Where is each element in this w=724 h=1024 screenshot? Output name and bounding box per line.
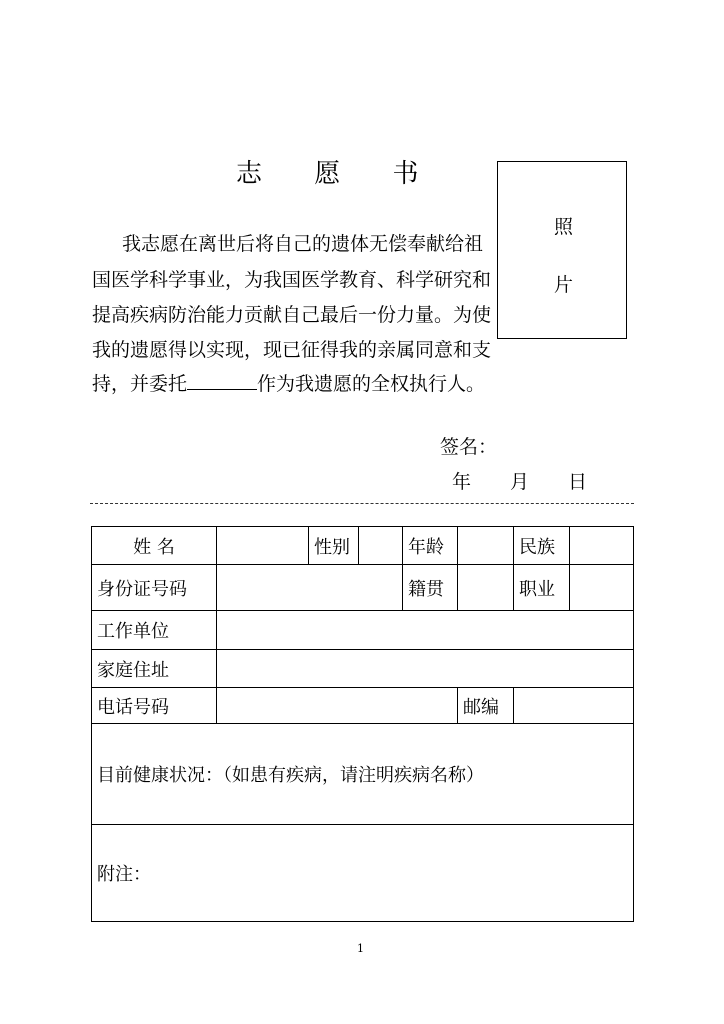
page-number: 1 xyxy=(357,942,364,955)
occupation-field[interactable] xyxy=(570,565,634,611)
date-year: 年 xyxy=(452,471,472,493)
age-field[interactable] xyxy=(458,527,514,565)
photo-label-1: 照 xyxy=(554,216,574,238)
date-day: 日 xyxy=(568,471,588,493)
ethnicity-label: 民族 xyxy=(514,527,570,565)
registration-form xyxy=(91,526,634,922)
paragraph-line-5 xyxy=(92,369,485,396)
photo-label-2: 片 xyxy=(554,274,574,296)
paragraph-line-3: 提高疾病防治能力贡献自己最后一份力量。为使 xyxy=(92,304,492,326)
native-place-field[interactable] xyxy=(458,565,514,611)
occupation-label: 职业 xyxy=(514,565,570,611)
gender-field[interactable] xyxy=(359,527,403,565)
workplace-label: 工作单位 xyxy=(92,611,217,650)
id-number-field[interactable] xyxy=(217,565,403,611)
paragraph-line-5-start: 持，并委托 xyxy=(92,373,188,395)
notes-label: 附注： xyxy=(97,864,151,885)
address-field[interactable] xyxy=(217,650,634,688)
phone-label: 电话号码 xyxy=(92,688,217,724)
document-title: 志 愿 书 xyxy=(236,159,441,189)
cut-line xyxy=(90,503,634,504)
notes-field[interactable] xyxy=(92,825,634,922)
postcode-label: 邮编 xyxy=(458,688,514,724)
signature-label: 签名： xyxy=(440,436,498,458)
address-label: 家庭住址 xyxy=(92,650,217,688)
health-status-label: 目前健康状况：（如患有疾病，请注明疾病名称） xyxy=(97,765,484,786)
paragraph-line-2: 国医学科学事业，为我国医学教育、科学研究和 xyxy=(92,269,492,291)
health-status-field[interactable] xyxy=(92,724,634,825)
name-field[interactable] xyxy=(217,527,309,565)
name-label: 姓 名 xyxy=(92,527,217,565)
paragraph-line-5-end: 作为我遗愿的全权执行人。 xyxy=(257,373,486,395)
date-month: 月 xyxy=(510,471,530,493)
id-number-label: 身份证号码 xyxy=(92,565,217,611)
gender-label: 性别 xyxy=(309,527,359,565)
workplace-field[interactable] xyxy=(217,611,634,650)
phone-field[interactable] xyxy=(217,688,458,724)
ethnicity-field[interactable] xyxy=(570,527,634,565)
paragraph-line-1: 我志愿在离世后将自己的遗体无偿奉献给祖 xyxy=(122,233,484,255)
postcode-field[interactable] xyxy=(514,688,634,724)
paragraph-line-4: 我的遗愿得以实现，现已征得我的亲属同意和支 xyxy=(92,339,492,361)
native-place-label: 籍贯 xyxy=(403,565,458,611)
age-label: 年龄 xyxy=(403,527,458,565)
photo-box xyxy=(497,161,627,339)
trustee-blank[interactable] xyxy=(187,371,257,390)
